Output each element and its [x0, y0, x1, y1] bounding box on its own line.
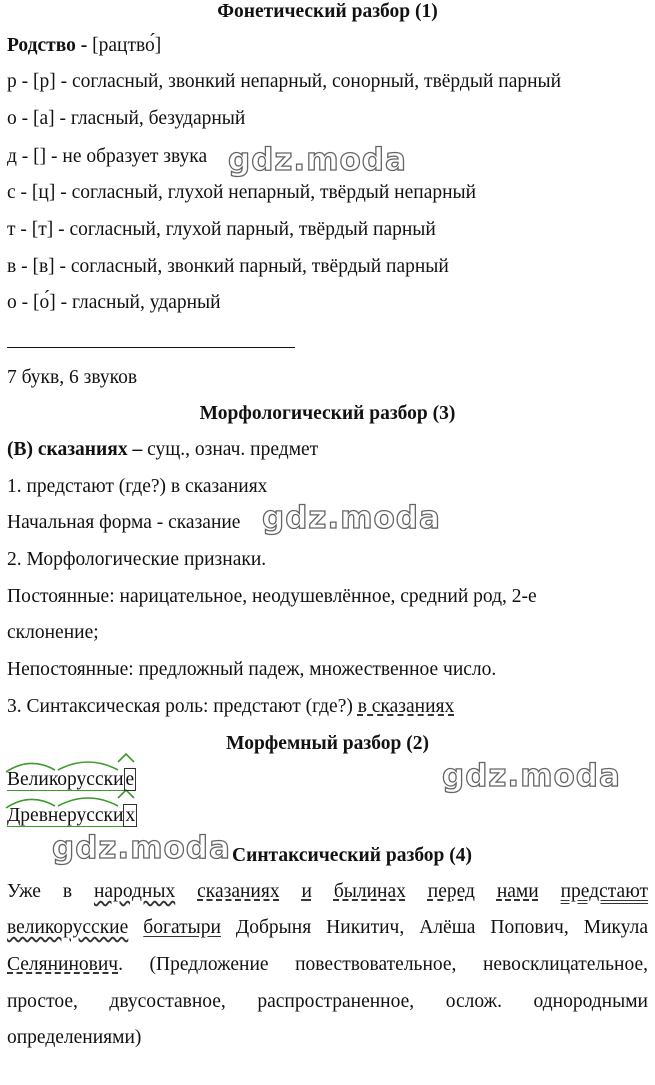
phonetic-line: р - [р] - согласный, звонкий непарный, сонорный, твёрдый парный [7, 71, 562, 92]
phonetic-summary: 7 букв, 6 звуков [7, 367, 138, 388]
watermark: gdz.moda [52, 830, 231, 866]
morphemic-heading: Морфемный разбор (2) [226, 733, 429, 754]
watermark: gdz.moda [228, 142, 407, 178]
syntactic-heading: Синтаксический разбор (4) [232, 845, 473, 866]
syntactic-line-2 [7, 916, 648, 940]
morphological-word: (В) сказаниях – [7, 439, 143, 460]
morphological-line: 2. Морфологические признаки. [7, 549, 267, 570]
sentence-word: и [301, 881, 312, 902]
phonetic-line: т - [т] - согласный, глухой парный, твёрдый парный [7, 219, 436, 240]
watermark: gdz.moda [262, 500, 441, 536]
phonetic-line: в - [в] - согласный, звонкий парный, твёрдый парный [7, 256, 449, 277]
divider-line [7, 347, 295, 348]
phonetic-heading: Фонетический разбор (1) [217, 1, 438, 22]
suffix-mark-icon [118, 754, 134, 762]
morphological-line: Начальная форма - сказание [7, 512, 241, 533]
morphological-word-desc: сущ., означ. предмет [142, 439, 319, 460]
sentence-text: Добрыня Никитич, Алёша Попович, Микула [220, 917, 649, 938]
watermark: gdz.moda [442, 758, 621, 794]
phonetic-word-line [7, 34, 161, 58]
sentence-text: . (Предложение повествовательное, невосклицательное, [118, 954, 648, 975]
syntactic-line-1 [7, 880, 648, 904]
morphemic-word-1 [7, 768, 136, 792]
morphemic-word-2-ending: х [125, 805, 136, 826]
morphological-heading: Морфологический разбор (3) [199, 403, 456, 424]
syntactic-line-5: определениями) [7, 1027, 142, 1048]
morphemic-word-1-stem: Великорусски [7, 769, 124, 790]
sentence-word: Уже в [7, 881, 94, 902]
phonetic-line: о - [о́] - гласный, ударный [7, 292, 221, 313]
morphological-word-line [7, 438, 318, 462]
morphological-line: Непостоянные: предложный падеж, множественное число. [7, 659, 497, 680]
morphological-line: 1. предстают (где?) в сказаниях [7, 476, 268, 497]
phonetic-line: о - [а] - гласный, безударный [7, 108, 246, 129]
morphemic-word-2 [7, 804, 137, 828]
syntactic-line-4: простое, двусоставное, распространенное, ослож. однородными [7, 991, 648, 1012]
subject-word: богатыри [143, 917, 221, 938]
phonetic-line: д - [] - не образует звука [7, 146, 208, 167]
predicate-word: предстают [560, 881, 649, 902]
morphological-line: Постоянные: нарицательное, неодушевлённое, средний род, 2-е [7, 586, 537, 607]
morphological-line: склонение; [7, 622, 99, 643]
phonetic-transcription: [рацтво́] [92, 35, 162, 56]
morphemic-word-1-ending: е [125, 769, 135, 790]
sentence-word: Селянинович [7, 954, 119, 975]
sentence-word: сказаниях [197, 881, 280, 902]
sentence-word: былинах [333, 881, 406, 902]
morphological-role-prefix: 3. Синтаксическая роль: предстают (где?) [7, 696, 358, 717]
sentence-word: народных [93, 881, 176, 902]
morphemic-word-2-stem: Древнерусски [7, 805, 124, 826]
phonetic-word: Родство - [7, 35, 88, 56]
syntactic-line-3 [7, 953, 648, 977]
phonetic-line: с - [ц] - согласный, глухой непарный, твёрдый непарный [7, 182, 477, 203]
sentence-word: нами [496, 881, 539, 902]
morphological-role-word: в сказаниях [357, 696, 455, 717]
sentence-word: великорусские [7, 917, 129, 938]
sentence-word: перед [427, 881, 475, 902]
morphological-role-line [7, 695, 454, 719]
